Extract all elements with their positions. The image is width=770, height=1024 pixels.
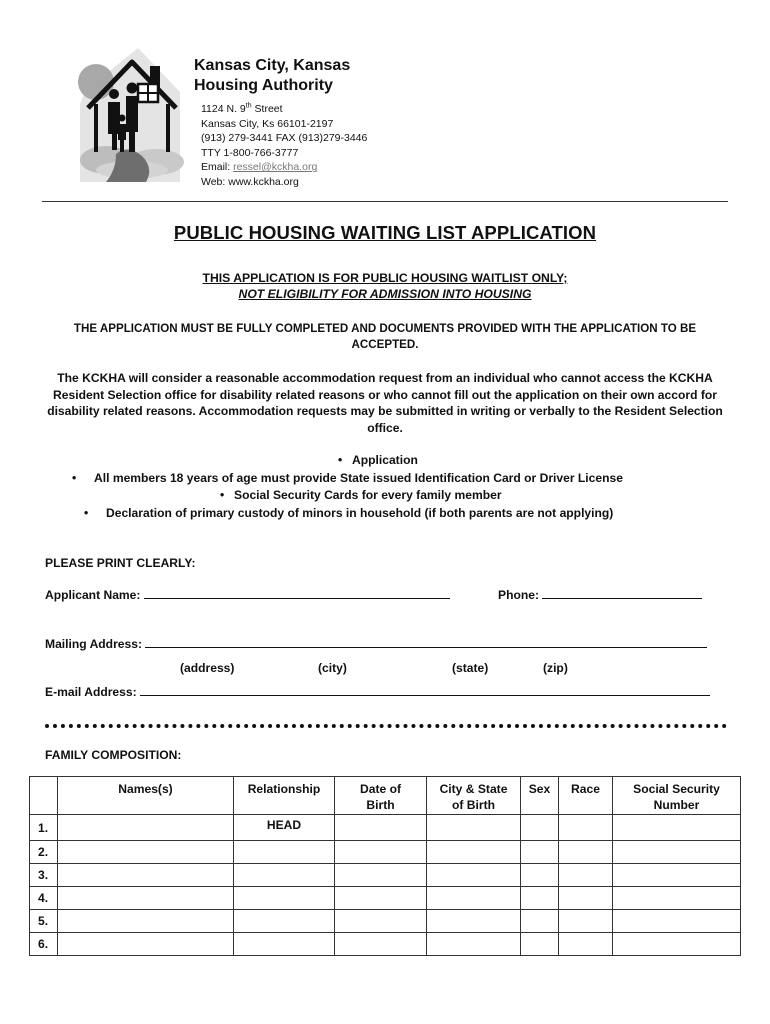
street-address bbox=[201, 102, 367, 117]
name-cell[interactable] bbox=[58, 864, 234, 887]
table-row bbox=[30, 887, 741, 910]
zip-caption: (zip) bbox=[543, 661, 568, 675]
header-divider bbox=[42, 201, 728, 202]
email-address-field[interactable] bbox=[140, 684, 710, 696]
sex-cell[interactable] bbox=[521, 864, 559, 887]
row-number: 1. bbox=[30, 815, 58, 841]
city-state-zip: Kansas City, Ks 66101-2197 bbox=[201, 117, 334, 130]
dob-cell[interactable] bbox=[335, 841, 427, 864]
city-cell[interactable] bbox=[427, 910, 521, 933]
sex-cell[interactable] bbox=[521, 815, 559, 841]
row-number: 4. bbox=[30, 887, 58, 910]
waitlist-notice: THIS APPLICATION IS FOR PUBLIC HOUSING WAITLIST ONLY; bbox=[202, 271, 568, 285]
sex-cell[interactable] bbox=[521, 910, 559, 933]
completion-requirement: THE APPLICATION MUST BE FULLY COMPLETED AND DOCUMENTS PROVIDED WITH THE APPLICATION TO BE ACCEPTED. bbox=[73, 322, 697, 351]
name-cell[interactable] bbox=[58, 815, 234, 841]
ssn-cell[interactable] bbox=[613, 815, 741, 841]
email-label: Email: bbox=[201, 161, 234, 174]
col-city-line1: City & State bbox=[439, 782, 508, 796]
city-caption: (city) bbox=[318, 661, 347, 675]
row-number: 5. bbox=[30, 910, 58, 933]
ssn-cell[interactable] bbox=[613, 887, 741, 910]
page-title: PUBLIC HOUSING WAITING LIST APPLICATION bbox=[173, 222, 597, 243]
col-city-line2: of Birth bbox=[452, 797, 495, 812]
ssn-cell[interactable] bbox=[613, 933, 741, 956]
relationship-cell[interactable] bbox=[234, 864, 335, 887]
bullet-icon: • bbox=[220, 488, 225, 502]
race-cell[interactable] bbox=[559, 864, 613, 887]
requirement-item bbox=[338, 452, 418, 469]
email-address-label: E-mail Address: bbox=[45, 685, 137, 699]
row-number: 6. bbox=[30, 933, 58, 956]
mailing-address-field[interactable] bbox=[145, 636, 707, 648]
table-row bbox=[30, 933, 741, 956]
city-cell[interactable] bbox=[427, 841, 521, 864]
street-ordinal: th bbox=[245, 102, 252, 110]
city-cell[interactable] bbox=[427, 864, 521, 887]
housing-authority-logo bbox=[76, 44, 188, 186]
eligibility-notice: NOT ELIGIBILITY FOR ADMISSION INTO HOUSING bbox=[238, 287, 532, 301]
race-cell[interactable] bbox=[559, 841, 613, 864]
city-cell[interactable] bbox=[427, 933, 521, 956]
sex-cell[interactable] bbox=[521, 887, 559, 910]
bullet-icon: • bbox=[72, 471, 77, 485]
table-row bbox=[30, 910, 741, 933]
table-header-row bbox=[30, 777, 741, 815]
row-number: 2. bbox=[30, 841, 58, 864]
address-caption: (address) bbox=[180, 661, 235, 675]
requirement-item bbox=[72, 470, 623, 487]
col-date-of-birth bbox=[335, 777, 427, 815]
name-cell[interactable] bbox=[58, 887, 234, 910]
email-address-row bbox=[45, 684, 710, 700]
race-cell[interactable] bbox=[559, 933, 613, 956]
name-cell[interactable] bbox=[58, 841, 234, 864]
ssn-cell[interactable] bbox=[613, 864, 741, 887]
street-number: 1124 N. 9 bbox=[201, 103, 246, 115]
name-cell[interactable] bbox=[58, 910, 234, 933]
requirement-text: Social Security Cards for every family member bbox=[234, 488, 502, 502]
relationship-cell[interactable] bbox=[234, 933, 335, 956]
col-sex: Sex bbox=[521, 777, 559, 815]
col-city-of-birth bbox=[427, 777, 521, 815]
dob-cell[interactable] bbox=[335, 910, 427, 933]
table-row bbox=[30, 815, 741, 841]
org-name-line2: Housing Authority bbox=[194, 77, 333, 94]
print-clearly-label: PLEASE PRINT CLEARLY: bbox=[45, 556, 196, 570]
bullet-icon: • bbox=[338, 453, 343, 467]
relationship-cell[interactable] bbox=[234, 887, 335, 910]
dotted-separator bbox=[45, 724, 727, 728]
relationship-cell[interactable] bbox=[234, 910, 335, 933]
sex-cell[interactable] bbox=[521, 933, 559, 956]
table-row bbox=[30, 841, 741, 864]
phone-label: Phone: bbox=[498, 588, 539, 602]
phone-fax: (913) 279-3441 FAX (913)279-3446 bbox=[201, 132, 368, 145]
ssn-cell[interactable] bbox=[613, 841, 741, 864]
col-ssn-line1: Social Security bbox=[633, 782, 720, 796]
requirement-text: Application bbox=[352, 453, 418, 467]
org-name-line1: Kansas City, Kansas bbox=[194, 57, 351, 74]
race-cell[interactable] bbox=[559, 815, 613, 841]
col-relationship: Relationship bbox=[234, 777, 335, 815]
dob-cell[interactable] bbox=[335, 887, 427, 910]
col-dob-line2: Birth bbox=[366, 797, 395, 812]
row-number: 3. bbox=[30, 864, 58, 887]
city-cell[interactable] bbox=[427, 815, 521, 841]
phone-field[interactable] bbox=[542, 587, 702, 599]
requirement-item bbox=[220, 487, 502, 504]
ssn-cell[interactable] bbox=[613, 910, 741, 933]
phone-row bbox=[498, 587, 702, 603]
sex-cell[interactable] bbox=[521, 841, 559, 864]
dob-cell[interactable] bbox=[335, 933, 427, 956]
col-race: Race bbox=[559, 777, 613, 815]
relationship-cell: HEAD bbox=[234, 815, 335, 841]
bullet-icon: • bbox=[84, 506, 89, 520]
state-caption: (state) bbox=[452, 661, 489, 675]
family-composition-heading: FAMILY COMPOSITION: bbox=[45, 748, 182, 762]
dob-cell[interactable] bbox=[335, 864, 427, 887]
race-cell[interactable] bbox=[559, 887, 613, 910]
requirement-text: All members 18 years of age must provide State issued Identification Card or Driver License bbox=[94, 471, 623, 485]
table-row bbox=[30, 864, 741, 887]
street-suffix: Street bbox=[251, 103, 283, 115]
applicant-name-row bbox=[45, 587, 450, 603]
col-ssn bbox=[613, 777, 741, 815]
email-line bbox=[201, 160, 367, 175]
race-cell[interactable] bbox=[559, 910, 613, 933]
tty-number: TTY 1-800-766-3777 bbox=[201, 146, 299, 159]
col-ssn-line2: Number bbox=[653, 797, 700, 812]
applicant-name-field[interactable] bbox=[144, 587, 450, 599]
col-names: Names(s) bbox=[58, 777, 234, 815]
city-cell[interactable] bbox=[427, 887, 521, 910]
relationship-cell[interactable] bbox=[234, 841, 335, 864]
requirement-text: Declaration of primary custody of minors in household (if both parents are not applying) bbox=[106, 506, 614, 520]
mailing-address-row bbox=[45, 636, 707, 652]
requirement-item bbox=[84, 505, 613, 522]
dob-cell[interactable] bbox=[335, 815, 427, 841]
website: Web: www.kckha.org bbox=[201, 175, 299, 188]
family-composition-table bbox=[29, 776, 741, 956]
organization-name bbox=[194, 56, 350, 96]
accommodation-statement: The KCKHA will consider a reasonable accommodation request from an individual who cannot access the KCKHA Resident Selection office for disability related reasons or who cannot fill out the application on their own accord for disability related reasons. Accommodation requests may be submitted in writing or verbally to the Resident Selection office. bbox=[47, 371, 723, 435]
contact-block bbox=[201, 102, 367, 190]
col-dob-line1: Date of bbox=[360, 782, 401, 796]
name-cell[interactable] bbox=[58, 933, 234, 956]
col-number bbox=[30, 777, 58, 815]
applicant-name-label: Applicant Name: bbox=[45, 588, 141, 602]
mailing-address-label: Mailing Address: bbox=[45, 637, 142, 651]
email-link[interactable]: ressel@kckha.org bbox=[233, 161, 318, 174]
